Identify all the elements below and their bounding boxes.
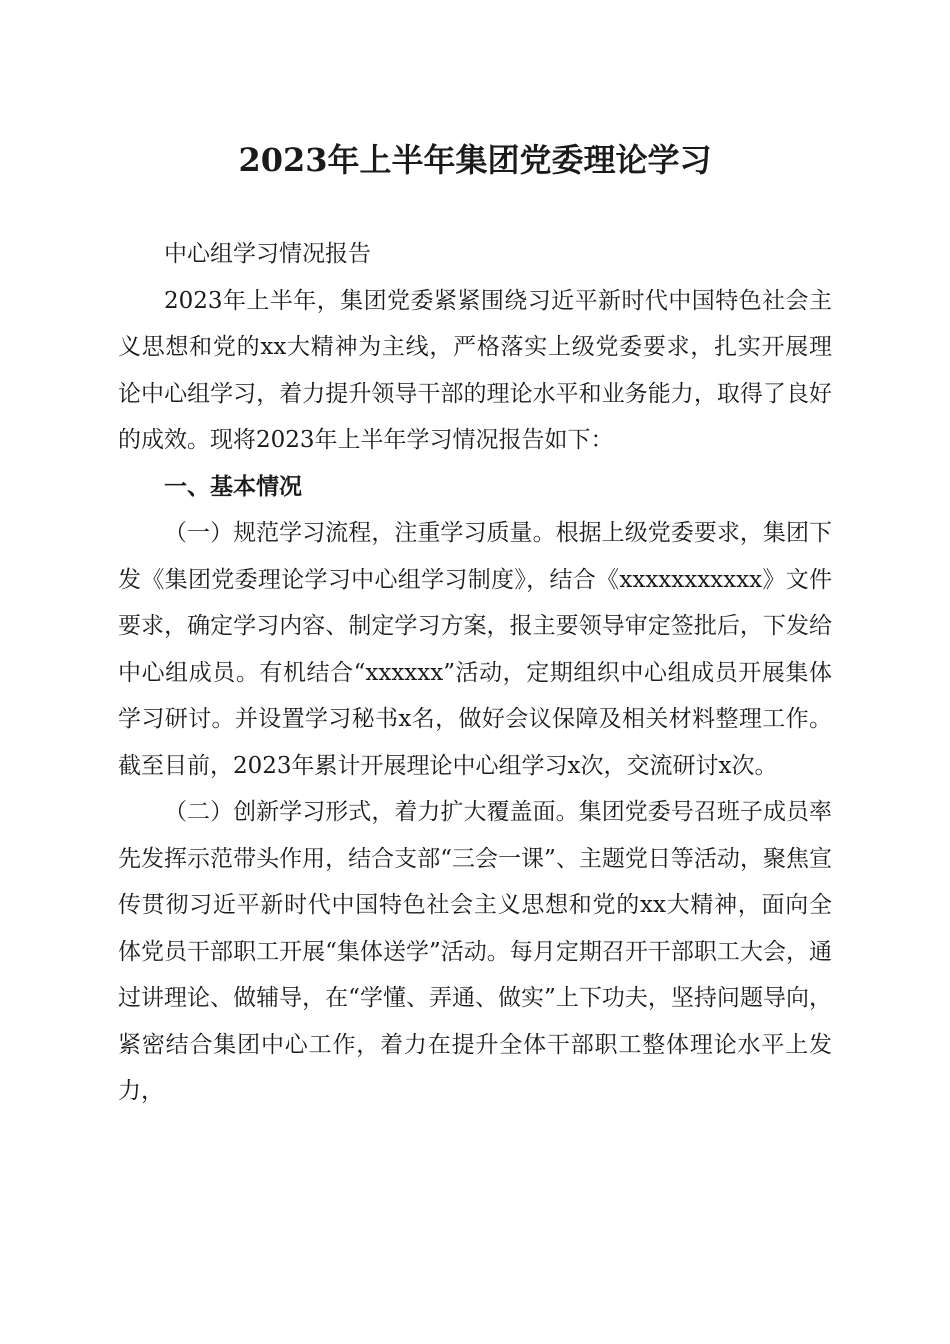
paragraph-2 xyxy=(118,789,832,1115)
document-body xyxy=(118,231,832,1115)
intro-paragraph: 2023年上半年，集团党委紧紧围绕习近平新时代中国特色社会主义思想和党的xx大精神为主线，严格落实上级党委要求，扎实开展理论中心组学习，着力提升领导干部的理论水平和业务能力，取得了良好的成效。现将2023年上半年学习情况报告如下： xyxy=(118,287,832,453)
paragraph-2-text: 集团党委号召班子成员率先发挥示范带头作用，结合支部“三会一课”、主题党日等活动，聚焦宣传贯彻习近平新时代中国特色社会主义思想和党的xx大精神，面向全体党员干部职工开展“集体送学”活动。每月定期召开干部职工大会，通过讲理论、做辅导，在“学懂、弄通、做实”上下功夫，坚持问题导向，紧密结合集团中心工作，着力在提升全体干部职工整体理论水平上发力， xyxy=(118,799,833,1104)
document-title: 2023年上半年集团党委理论学习 xyxy=(238,141,712,179)
document-subtitle: 中心组学习情况报告 xyxy=(164,241,371,267)
paragraph-1-text: 根据上级党委要求，集团下发《集团党委理论学习中心组学习制度》，结合《xxxxxxxxxxx》文件要求，确定学习内容、制定学习方案，报主要领导审定签批后，下发给中心组成员。有机结合“xxxxxx”活动，定期组织中心组成员开展集体学习研讨。并设置学习秘书x名，做好会议保障及相关材料整理工作。截至目前，2023年累计开展理论中心组学习x次，交流研讨x次。 xyxy=(118,520,833,779)
section-heading-basic-situation: 一、基本情况 xyxy=(164,473,302,500)
paragraph-1 xyxy=(118,510,832,789)
paragraph-1-lead: （一）规范学习流程，注重学习质量。 xyxy=(164,520,556,546)
paragraph-2-lead: （二）创新学习形式，着力扩大覆盖面。 xyxy=(164,799,579,825)
